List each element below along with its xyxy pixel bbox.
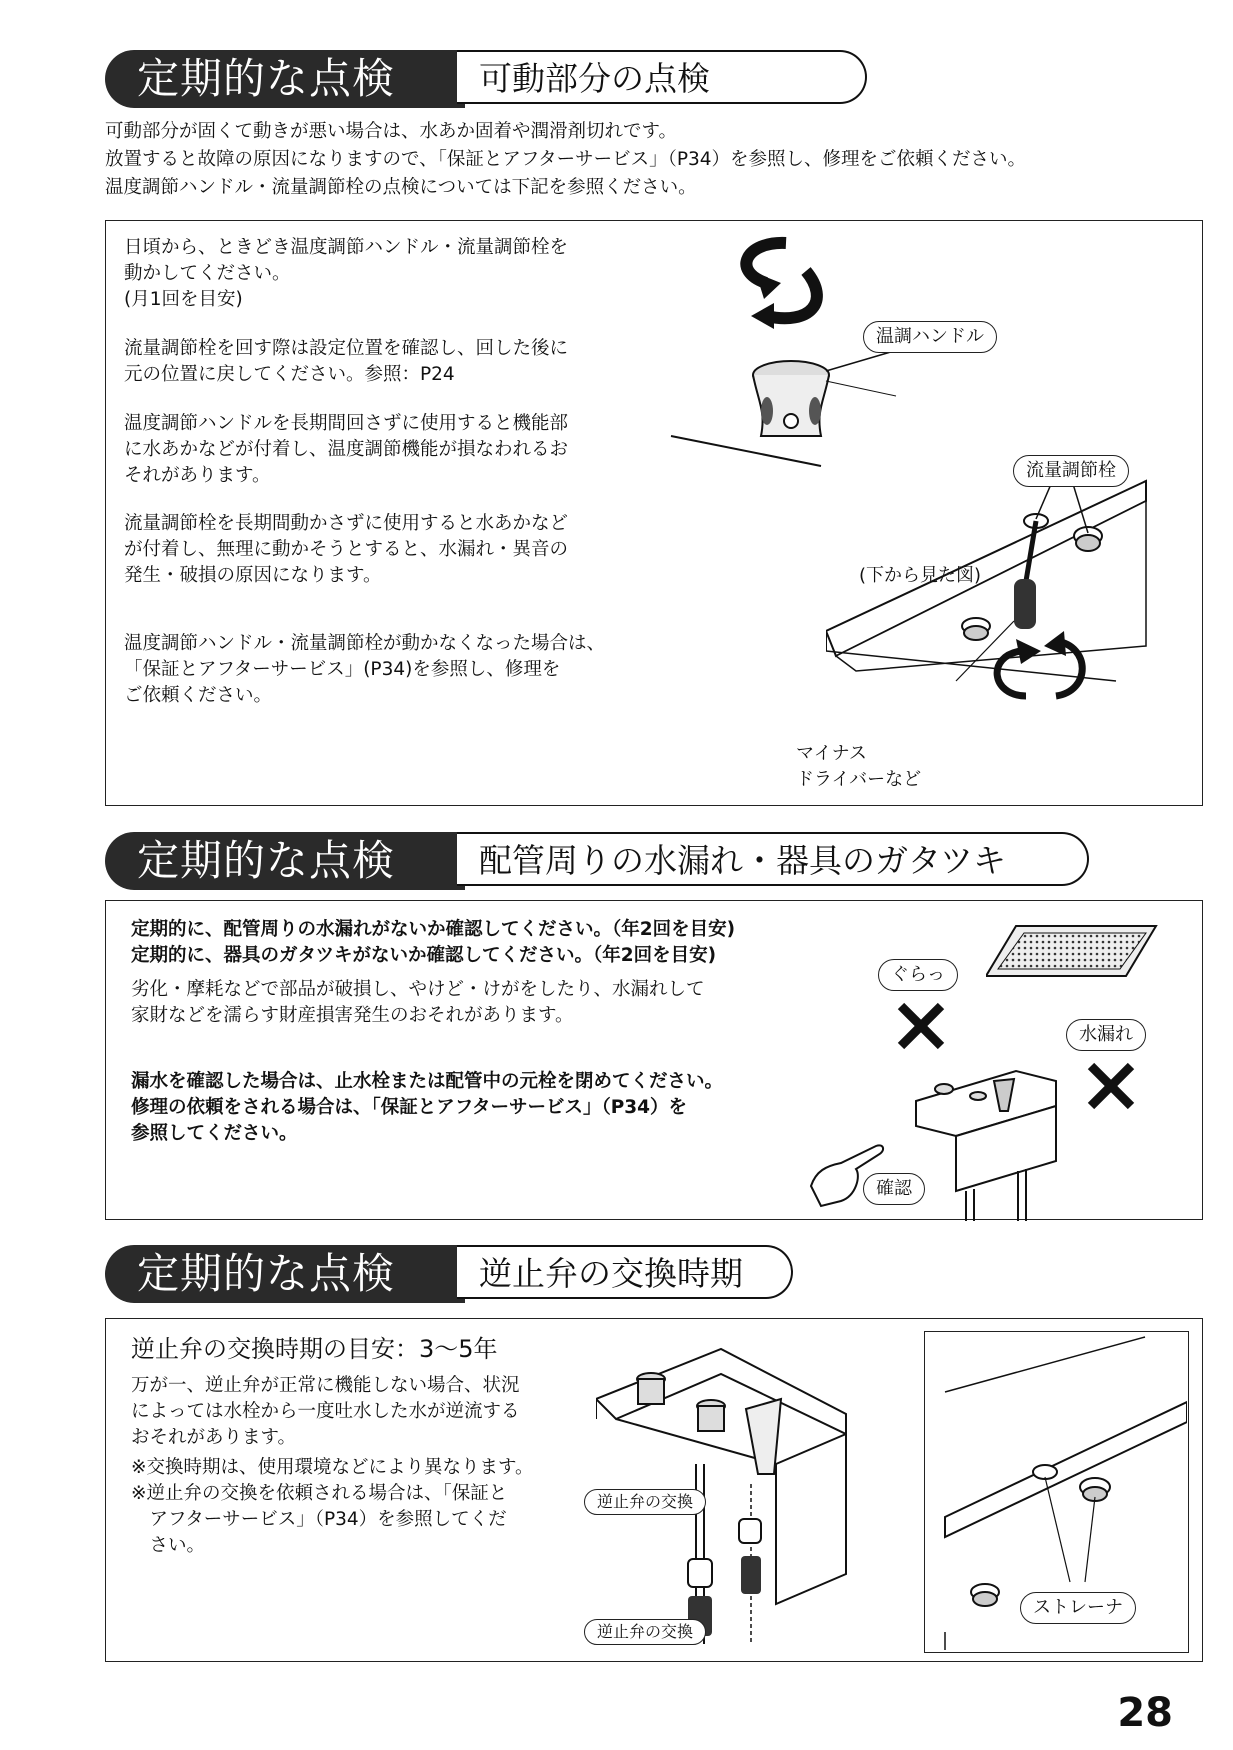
paragraph: 万が一、逆止弁が正常に機能しない場合、状況 によっては水栓から一度吐水した水が逆流する おそれがあります。 — [131, 1375, 520, 1448]
intro-line: 温度調節ハンドル・流量調節栓の点検については下記を参照ください。 — [105, 177, 697, 198]
intro-line: 可動部分が固くて動きが悪い場合は、水あか固着や潤滑剤切れです。 — [105, 121, 678, 142]
paragraph: 温度調節ハンドルを長期間回さずに使用すると機能部 に水あかなどが付着し、温度調節機能が損なわれるお それがあります。 — [124, 413, 569, 486]
cross-mark-icon — [896, 1001, 946, 1051]
rotate-arrows-icon — [726, 231, 836, 331]
section-subtitle: 逆止弁の交換時期 — [457, 1245, 793, 1299]
label-screwdriver: マイナス ドライバーなど — [796, 743, 922, 790]
temperature-handle-illustration — [666, 341, 1026, 481]
label-leak: 水漏れ — [1066, 1019, 1146, 1051]
notes: ※交換時期は、使用環境などにより異なります。 ※逆止弁の交換を依頼される場合は、「保証と アフターサービス」（P34）を参照してくだ さい。 — [131, 1457, 534, 1556]
paragraph: 流量調節栓を長期間動かさずに使用すると水あかなど が付着し、無理に動かそうとすると、水漏れ・異音の 発生・破損の原因になります。 — [124, 513, 569, 586]
paragraph-bold: 定期的に、配管周りの水漏れがないか確認してください。（年2回を目安) 定期的に、器具のガタツキがないか確認してください。（年2回を目安) — [131, 919, 736, 966]
piping-box — [105, 900, 1203, 1220]
drain-grate-illustration — [986, 921, 1166, 991]
section-subtitle: 配管周りの水漏れ・器具のガタツキ — [457, 832, 1089, 886]
paragraph-bold: 漏水を確認した場合は、止水栓または配管中の元栓を閉めてください。 修理の依頼をされる場合は、「保証とアフターサービス」（P34）を 参照してください。 — [131, 1071, 724, 1144]
label-check-valve-replace: 逆止弁の交換 — [584, 1489, 706, 1515]
paragraph: 流量調節栓を回す際は設定位置を確認し、回した後に 元の位置に戻してください。参照：P24 — [124, 338, 569, 385]
paragraph: 温度調節ハンドル・流量調節栓が動かなくなった場合は、 「保証とアフターサービス」(P34)を参照し、修理を ご依頼ください。 — [124, 633, 606, 706]
label-strainer: ストレーナ — [1020, 1592, 1136, 1624]
check-valve-heading: 逆止弁の交換時期の目安：3～5年 — [131, 1335, 498, 1363]
label-under-view: (下から見た図) — [859, 565, 982, 586]
label-flow-valve: 流量調節栓 — [1013, 455, 1129, 487]
movable-parts-box — [105, 220, 1203, 806]
section-subtitle: 可動部分の点検 — [457, 50, 867, 104]
intro-line: 放置すると故障の原因になりますので、「保証とアフターサービス」（P34）を参照し、修理をご依頼ください。 — [105, 149, 1027, 170]
page-number: 28 — [1117, 1690, 1173, 1736]
section-title: 定期的な点検 — [105, 50, 465, 108]
check-valve-box — [105, 1318, 1203, 1662]
faucet-box-illustration — [906, 1051, 1076, 1221]
label-check: 確認 — [863, 1173, 925, 1205]
section-title: 定期的な点検 — [105, 832, 465, 890]
paragraph: 劣化・摩耗などで部品が破損し、やけど・けがをしたり、水漏れして 家財などを濡らす財産損害発生のおそれがあります。 — [131, 979, 705, 1026]
paragraph: 日頃から、ときどき温度調節ハンドル・流量調節栓を 動かしてください。 (月1回を目安) — [124, 237, 569, 310]
label-check-valve-replace: 逆止弁の交換 — [584, 1619, 706, 1645]
strainer-inset — [924, 1331, 1189, 1653]
section-title: 定期的な点検 — [105, 1245, 465, 1303]
cross-mark-icon — [1086, 1061, 1136, 1111]
label-temperature-handle: 温調ハンドル — [863, 321, 997, 353]
label-wobble: ぐらっ — [878, 959, 958, 991]
